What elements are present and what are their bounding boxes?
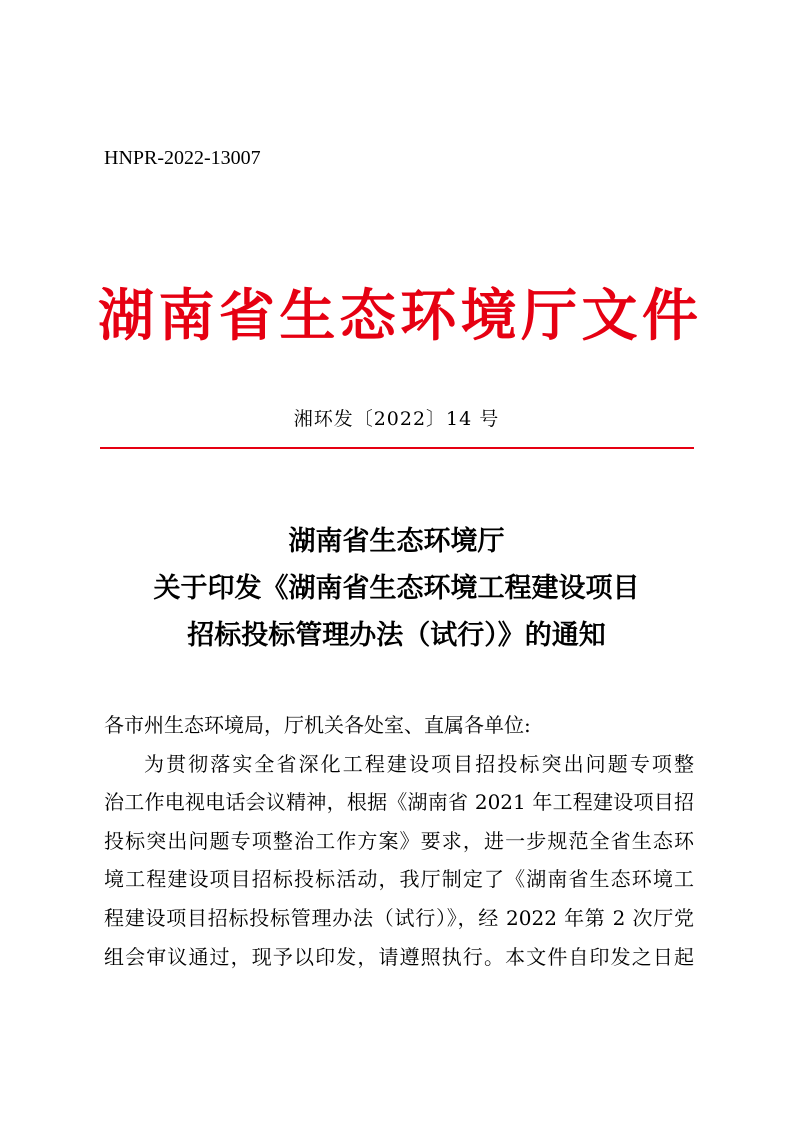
header-title-char: 省: [218, 283, 275, 349]
notice-title-line-2: 关于印发《湖南省生态环境工程建设项目: [153, 573, 640, 604]
header-title-char: 境: [460, 283, 517, 349]
document-number: 湘环发〔2022〕14 号: [293, 408, 500, 430]
salutation: 各市州生态环境局，厅机关各处室、直属各单位:: [104, 713, 531, 737]
notice-title: [0, 518, 793, 659]
red-separator-line: [100, 447, 694, 449]
document-code: HNPR-2022-13007: [104, 147, 261, 169]
header-title-char: 态: [339, 283, 396, 349]
header-title-char: 文: [581, 283, 638, 349]
header-title-char: 生: [279, 283, 336, 349]
body-line: 程建设项目招标投标管理办法（试行）》，经 2022 年第 2 次厅党: [104, 905, 694, 930]
header-title-char: 件: [641, 283, 698, 349]
body-line: 为贯彻落实全省深化工程建设项目招投标突出问题专项整: [144, 751, 694, 776]
document-header-title: [98, 270, 698, 354]
header-title-char: 南: [158, 283, 215, 349]
notice-body: [104, 706, 694, 976]
header-title-char: 环: [400, 283, 457, 349]
notice-title-line-1: 湖南省生态环境厅: [288, 526, 505, 557]
body-line: 投标突出问题专项整治工作方案》要求，进一步规范全省生态环: [104, 828, 694, 853]
notice-title-line-3: 招标投标管理办法（试行）》的通知: [187, 620, 606, 651]
header-title-char: 厅: [521, 283, 578, 349]
body-line: 治工作电视电话会议精神，根据《湖南省 2021 年工程建设项目招: [104, 790, 694, 815]
body-line: 境工程建设项目招标投标活动，我厅制定了《湖南省生态环境工: [104, 867, 694, 892]
body-line: 组会审议通过，现予以印发，请遵照执行。本文件自印发之日起: [104, 944, 694, 969]
header-title-char: 湖: [98, 283, 154, 349]
